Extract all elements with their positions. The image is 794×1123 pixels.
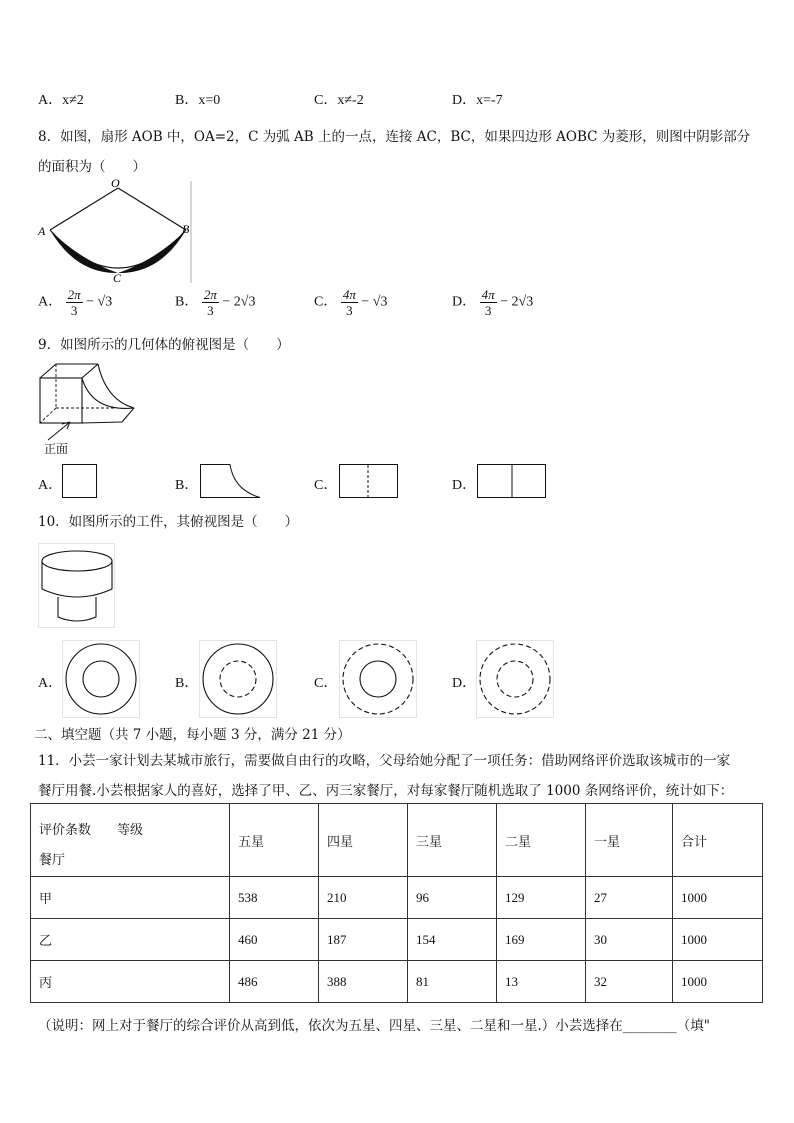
table-row: [31, 919, 763, 961]
table-cell: 486: [230, 961, 319, 1003]
q7-option-c: [314, 89, 364, 109]
table-cell: 1000: [673, 919, 763, 961]
q10-option-d-figure: [476, 640, 554, 718]
label-o: O: [111, 178, 120, 190]
table-header-cell: 三星: [408, 804, 497, 877]
q8-sector-figure: [36, 178, 196, 286]
corner-label-restaurant: 餐厅: [39, 852, 66, 867]
table-cell: 538: [230, 877, 319, 919]
q9-option-b-letter: B．: [175, 478, 199, 493]
q11-text-line1: 11．小芸一家计划去某城市旅行，需要做自由行的攻略，父母给她分配了一项任务：借助网络评价选取该城市的一家: [38, 753, 731, 769]
fraction: [341, 287, 358, 318]
denominator: 3: [70, 303, 78, 318]
fraction: [480, 287, 497, 318]
q10-option-d-letter: D．: [452, 676, 477, 691]
option-expression: − 2√3: [222, 294, 256, 310]
fraction: [66, 287, 83, 318]
q9-option-c-figure: [339, 464, 399, 500]
corner-label-grade: 等级: [117, 822, 144, 837]
table-header-cell: 一星: [586, 804, 673, 877]
option-letter: C．: [314, 294, 338, 310]
table-cell: 30: [586, 919, 673, 961]
q7-option-a: [38, 89, 84, 109]
table-row-label: 乙: [31, 919, 230, 961]
section-heading: 二、填空题（共 7 小题，每小题 3 分，满分 21 分）: [34, 727, 351, 743]
table-cell: 13: [497, 961, 586, 1003]
q10-option-b-figure: [199, 640, 277, 718]
table-cell: 388: [319, 961, 408, 1003]
option-text: x≠2: [62, 93, 84, 108]
table-cell: 129: [497, 877, 586, 919]
segment-oa: [50, 188, 118, 230]
rating-table: [30, 803, 763, 1003]
q8-text-line2: 的面积为（ ）: [38, 159, 146, 175]
q10-option-c-letter: C．: [314, 676, 338, 691]
option-text: x=0: [198, 93, 221, 108]
label-a: A: [38, 224, 46, 238]
option-letter: D．: [452, 294, 477, 310]
q10-option-b-letter: B．: [175, 676, 199, 691]
q8-option-b: [175, 287, 255, 318]
table-cell: 32: [586, 961, 673, 1003]
q10-option-a-figure: [62, 640, 140, 718]
q8-option-a: [38, 287, 112, 318]
option-expression: − √3: [86, 294, 113, 310]
table-cell: 154: [408, 919, 497, 961]
q9-text: 9．如图所示的几何体的俯视图是（ ）: [38, 337, 290, 353]
table-header-cell: 四星: [319, 804, 408, 877]
table-cell: 1000: [673, 877, 763, 919]
table-cell: 460: [230, 919, 319, 961]
q11-note: （说明：网上对于餐厅的综合评价从高到低，依次为五星、四星、三星、二星和一星.）小芸选择在________（填": [38, 1018, 710, 1034]
option-letter: B．: [175, 93, 199, 108]
table-cell: 81: [408, 961, 497, 1003]
option-expression: − 2√3: [500, 294, 534, 310]
q10-text: 10．如图所示的工件，其俯视图是（ ）: [38, 514, 299, 530]
numerator: 4π: [342, 287, 356, 302]
numerator: 4π: [481, 287, 495, 302]
table-cell: 27: [586, 877, 673, 919]
segment-ob: [118, 188, 186, 230]
table-header-cell: 五星: [230, 804, 319, 877]
option-letter: C．: [314, 93, 338, 108]
table-corner-cell: [31, 804, 230, 877]
table-cell: 1000: [673, 961, 763, 1003]
label-b: B: [182, 222, 190, 236]
front-view-label: 正面: [44, 442, 69, 456]
option-letter: A．: [38, 93, 63, 108]
denominator: 3: [346, 303, 353, 318]
option-letter: B．: [175, 294, 199, 310]
option-expression: − √3: [361, 294, 388, 310]
q9-option-b-figure: [200, 464, 262, 500]
option-letter: A．: [38, 294, 63, 310]
q10-option-a-letter: A．: [38, 676, 63, 691]
denominator: 3: [484, 303, 492, 318]
q8-option-c: [314, 287, 387, 318]
table-header-row: [31, 804, 763, 877]
table-header-cell: 合计: [673, 804, 763, 877]
numerator: 2π: [203, 287, 217, 302]
table-row: [31, 877, 763, 919]
q9-option-d-figure: [477, 464, 547, 500]
table-row: [31, 961, 763, 1003]
table-header-cell: 二星: [497, 804, 586, 877]
corner-label-count: 评价条数: [39, 822, 92, 837]
table-cell: 187: [319, 919, 408, 961]
option-text: x≠-2: [337, 93, 364, 108]
q9-option-a-letter: A．: [38, 478, 63, 493]
table-cell: 96: [408, 877, 497, 919]
denominator: 3: [207, 303, 214, 318]
arc-ab: [50, 230, 186, 268]
label-c: C: [113, 271, 122, 285]
fraction: [202, 287, 219, 318]
q10-option-c-figure: [339, 640, 417, 718]
option-text: x=-7: [476, 93, 503, 108]
q11-text-line2: 餐厅用餐.小芸根据家人的喜好，选择了甲、乙、丙三家餐厅，对每家餐厅随机选取了 1000 条网络评价，统计如下：: [38, 783, 734, 799]
q9-option-d-letter: D．: [452, 478, 477, 493]
q9-option-c-letter: C．: [314, 478, 338, 493]
table-row-label: 丙: [31, 961, 230, 1003]
table-row-label: 甲: [31, 877, 230, 919]
table-cell: 169: [497, 919, 586, 961]
q7-option-b: [175, 89, 220, 109]
table-cell: 210: [319, 877, 408, 919]
q8-option-d: [452, 287, 533, 318]
option-letter: D．: [452, 93, 477, 108]
q8-text-line1: 8．如图，扇形 AOB 中，OA=2，C 为弧 AB 上的一点，连接 AC，BC，如果四边形 AOBC 为菱形，则图中阴影部分: [38, 129, 751, 145]
q10-workpiece-figure: [38, 543, 116, 629]
numerator: 2π: [67, 287, 81, 302]
q9-option-a-figure: [62, 464, 98, 500]
q7-option-d: [452, 89, 503, 109]
